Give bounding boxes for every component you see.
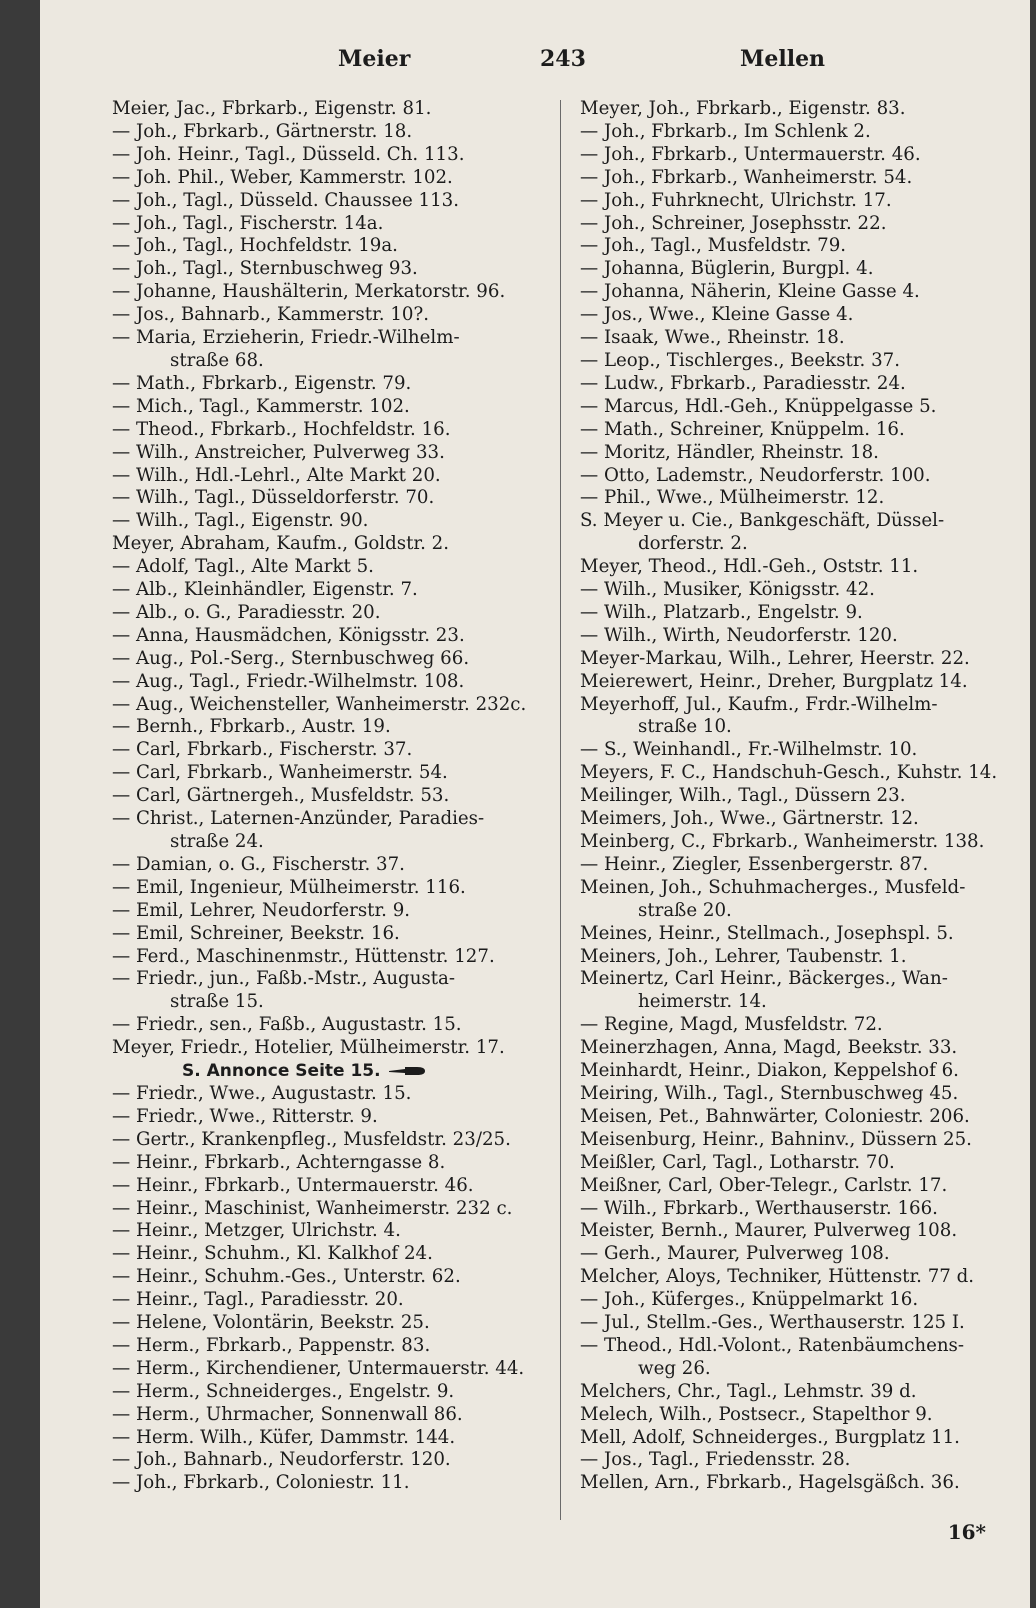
- entry-text: — Joh., Tagl., Fischerstr. 14a.: [112, 212, 384, 234]
- directory-entry: [580, 1106, 1010, 1129]
- entry-text: Meines, Heinr., Stellmach., Josephspl. 5.: [580, 922, 954, 944]
- signature-mark: 16*: [947, 1520, 986, 1544]
- entry-text: — Gerh., Maurer, Pulverweg 108.: [580, 1243, 890, 1265]
- entry-text: — Friedr., jun., Faßb.-Mstr., Augusta-: [112, 968, 456, 990]
- entry-text: straße 20.: [638, 899, 732, 921]
- entry-text: — Gertr., Krankenpfleg., Musfeldstr. 23/25.: [112, 1128, 511, 1150]
- right-column: [580, 98, 1010, 1495]
- directory-entry: [112, 1449, 592, 1472]
- entry-text: — Alb., o. G., Paradiesstr. 20.: [112, 601, 381, 623]
- entry-text: — Phil., Wwe., Mülheimerstr. 12.: [580, 487, 885, 509]
- entry-text: — Heinr., Maschinist, Wanheimerstr. 232 c.: [112, 1197, 513, 1219]
- directory-entry: [112, 396, 592, 419]
- directory-entry: [112, 442, 592, 465]
- column-divider: [560, 100, 561, 1520]
- entry-continuation: [580, 533, 1010, 556]
- entry-text: weg 26.: [638, 1357, 711, 1379]
- entry-text: Melchers, Chr., Tagl., Lehmstr. 39 d.: [580, 1380, 917, 1402]
- entry-text: — Math., Schreiner, Knüppelm. 16.: [580, 418, 905, 440]
- entry-text: — Ludw., Fbrkarb., Paradiesstr. 24.: [580, 372, 906, 394]
- directory-entry: [112, 625, 592, 648]
- entry-text: — Wilh., Platzarb., Engelstr. 9.: [580, 601, 863, 623]
- directory-entry: [112, 1152, 592, 1175]
- entry-text: straße 10.: [638, 716, 732, 738]
- page-number: 243: [540, 46, 586, 72]
- entry-text: — Heinr., Fbrkarb., Untermauerstr. 46.: [112, 1174, 474, 1196]
- entry-text: heimerstr. 14.: [638, 991, 767, 1013]
- entry-text: — Jos., Wwe., Kleine Gasse 4.: [580, 304, 854, 326]
- entry-continuation: [580, 991, 1010, 1014]
- directory-entry: [112, 1014, 592, 1037]
- entry-text: — Wilh., Anstreicher, Pulverweg 33.: [112, 441, 445, 463]
- entry-text: — Emil, Schreiner, Beekstr. 16.: [112, 922, 400, 944]
- directory-entry: [112, 1335, 592, 1358]
- directory-entry: [580, 1449, 1010, 1472]
- directory-entry: [112, 923, 592, 946]
- directory-entry: [112, 98, 592, 121]
- entry-text: — Friedr., sen., Faßb., Augustastr. 15.: [112, 1014, 462, 1036]
- directory-entry: [580, 602, 1010, 625]
- entry-text: — Bernh., Fbrkarb., Austr. 19.: [112, 716, 391, 738]
- directory-entry: [580, 167, 1010, 190]
- directory-entry: [580, 785, 1010, 808]
- directory-entry: [112, 419, 592, 442]
- directory-entry: [112, 1175, 592, 1198]
- entry-text: — Maria, Erzieherin, Friedr.-Wilhelm-: [112, 327, 460, 349]
- entry-text: — Math., Fbrkarb., Eigenstr. 79.: [112, 372, 412, 394]
- entry-text: — Mich., Tagl., Kammerstr. 102.: [112, 395, 410, 417]
- entry-text: Meiners, Joh., Lehrer, Taubenstr. 1.: [580, 945, 907, 967]
- entry-text: Meinhardt, Heinr., Diakon, Keppelshof 6.: [580, 1060, 959, 1082]
- directory-entry: [580, 235, 1010, 258]
- directory-entry: [112, 190, 592, 213]
- directory-entry: [112, 1381, 592, 1404]
- directory-entry: [580, 190, 1010, 213]
- directory-entry: [112, 671, 592, 694]
- directory-entry: [580, 1060, 1010, 1083]
- directory-entry: [112, 648, 592, 671]
- directory-entry: [112, 946, 592, 969]
- entry-text: Meyers, F. C., Handschuh-Gesch., Kuhstr. 14.: [580, 762, 998, 784]
- directory-entry: [580, 625, 1010, 648]
- directory-entry: [580, 1312, 1010, 1335]
- entry-text: — Anna, Hausmädchen, Königsstr. 23.: [112, 624, 465, 646]
- entry-text: — Wilh., Tagl., Eigenstr. 90.: [112, 510, 369, 532]
- entry-text: — Friedr., Wwe., Augustastr. 15.: [112, 1082, 412, 1104]
- entry-text: — Carl, Fbrkarb., Fischerstr. 37.: [112, 739, 413, 761]
- entry-text: dorferstr. 2.: [638, 533, 748, 555]
- entry-text: — Joh., Küferges., Knüppelmarkt 16.: [580, 1289, 919, 1311]
- entry-continuation: [580, 716, 1010, 739]
- directory-entry: [580, 1335, 1010, 1358]
- entry-text: Meyer, Joh., Fbrkarb., Eigenstr. 83.: [580, 98, 906, 119]
- directory-entry: [112, 854, 592, 877]
- entry-text: Meyer, Abraham, Kaufm., Goldstr. 2.: [112, 533, 450, 555]
- entry-text: Meisenburg, Heinr., Bahninv., Düssern 25.: [580, 1128, 972, 1150]
- directory-entry: [580, 327, 1010, 350]
- entry-text: Mellen, Arn., Fbrkarb., Hagelsgäßch. 36.: [580, 1472, 960, 1494]
- entry-text: Meier, Jac., Fbrkarb., Eigenstr. 81.: [112, 98, 432, 119]
- entry-text: Meister, Bernh., Maurer, Pulverweg 108.: [580, 1220, 958, 1242]
- entry-text: straße 68.: [170, 349, 264, 371]
- entry-text: Mell, Adolf, Schneiderges., Burgplatz 11.: [580, 1426, 960, 1448]
- entry-text: — Aug., Weichensteller, Wanheimerstr. 232c.: [112, 693, 527, 715]
- directory-entry: [580, 465, 1010, 488]
- entry-text: — Joh., Tagl., Hochfeldstr. 19a.: [112, 235, 398, 257]
- entry-text: — Herm., Fbrkarb., Pappenstr. 83.: [112, 1334, 431, 1356]
- entry-text: — Heinr., Fbrkarb., Achterngasse 8.: [112, 1151, 446, 1173]
- directory-entry: [112, 1472, 592, 1495]
- directory-entry: [580, 1381, 1010, 1404]
- directory-entry: [112, 1243, 592, 1266]
- directory-entry: [112, 716, 592, 739]
- directory-entry: [580, 1404, 1010, 1427]
- entry-text: — Herm. Wilh., Küfer, Dammstr. 144.: [112, 1426, 456, 1448]
- entry-text: Meyer, Friedr., Hotelier, Mülheimerstr. 17.: [112, 1037, 505, 1059]
- directory-entry: [112, 121, 592, 144]
- directory-entry: [112, 304, 592, 327]
- directory-entry: [112, 1129, 592, 1152]
- entry-text: — Joh., Fuhrknecht, Ulrichstr. 17.: [580, 189, 892, 211]
- directory-entry: [112, 1427, 592, 1450]
- directory-entry: [580, 304, 1010, 327]
- directory-entry: [112, 1404, 592, 1427]
- directory-entry: [580, 808, 1010, 831]
- entry-text: — Wilh., Wirth, Neudorferstr. 120.: [580, 624, 898, 646]
- directory-entry: [580, 121, 1010, 144]
- directory-entry: [112, 213, 592, 236]
- directory-entry: [112, 694, 592, 717]
- entry-text: — Wilh., Tagl., Düsseldorferstr. 70.: [112, 487, 435, 509]
- entry-text: straße 15.: [170, 991, 264, 1013]
- directory-entry: [580, 854, 1010, 877]
- directory-entry: [580, 1175, 1010, 1198]
- entry-text: — Otto, Lademstr., Neudorferstr. 100.: [580, 464, 931, 486]
- entry-text: Meiring, Wilh., Tagl., Sternbuschweg 45.: [580, 1082, 959, 1104]
- directory-entry: [112, 465, 592, 488]
- entry-text: — Alb., Kleinhändler, Eigenstr. 7.: [112, 579, 418, 601]
- directory-entry: [580, 350, 1010, 373]
- directory-entry: [580, 373, 1010, 396]
- directory-entry: [580, 442, 1010, 465]
- entry-text: — Adolf, Tagl., Alte Markt 5.: [112, 556, 374, 578]
- directory-entry: [580, 694, 1010, 717]
- entry-text: Meilinger, Wilh., Tagl., Düssern 23.: [580, 785, 906, 807]
- directory-entry: [580, 1266, 1010, 1289]
- entry-text: — Moritz, Händler, Rheinstr. 18.: [580, 441, 879, 463]
- directory-entry: [112, 1289, 592, 1312]
- entry-text: — Theod., Fbrkarb., Hochfeldstr. 16.: [112, 418, 451, 440]
- entry-text: — Joh., Fbrkarb., Coloniestr. 11.: [112, 1472, 410, 1494]
- entry-text: — Heinr., Schuhm.-Ges., Unterstr. 62.: [112, 1266, 461, 1288]
- entry-text: — Wilh., Musiker, Königsstr. 42.: [580, 579, 875, 601]
- directory-entry: [580, 579, 1010, 602]
- entry-text: — Joh., Fbrkarb., Im Schlenk 2.: [580, 120, 871, 142]
- directory-entry: [112, 602, 592, 625]
- entry-text: — Leop., Tischlerges., Beekstr. 37.: [580, 349, 901, 371]
- entry-text: Melech, Wilh., Postsecr., Stapelthor 9.: [580, 1403, 933, 1425]
- directory-entry: [580, 1243, 1010, 1266]
- directory-entry: [580, 946, 1010, 969]
- directory-entry: [112, 579, 592, 602]
- entry-text: — Wilh., Fbrkarb., Werthauserstr. 166.: [580, 1197, 938, 1219]
- directory-entry: [580, 968, 1010, 991]
- directory-entry: [112, 510, 592, 533]
- entry-text: — Joh., Tagl., Musfeldstr. 79.: [580, 235, 847, 257]
- directory-entry: [580, 556, 1010, 579]
- entry-text: — Johanne, Haushälterin, Merkatorstr. 96.: [112, 281, 506, 303]
- entry-text: — Regine, Magd, Musfeldstr. 72.: [580, 1014, 883, 1036]
- entry-text: — Jos., Bahnarb., Kammerstr. 10?.: [112, 304, 430, 326]
- directory-entry: [580, 487, 1010, 510]
- entry-text: — Johanna, Näherin, Kleine Gasse 4.: [580, 281, 920, 303]
- directory-entry: [112, 900, 592, 923]
- directory-entry: [580, 1427, 1010, 1450]
- entry-text: Meißner, Carl, Ober-Telegr., Carlstr. 17.: [580, 1174, 948, 1196]
- directory-entry: [580, 510, 1010, 533]
- directory-entry: [112, 1312, 592, 1335]
- entry-text: — Carl, Gärtnergeh., Musfeldstr. 53.: [112, 785, 450, 807]
- entry-text: — Isaak, Wwe., Rheinstr. 18.: [580, 327, 845, 349]
- directory-entry: [580, 1037, 1010, 1060]
- entry-text: — Aug., Tagl., Friedr.-Wilhelmstr. 108.: [112, 670, 465, 692]
- entry-text: S. Meyer u. Cie., Bankgeschäft, Düssel-: [580, 510, 945, 532]
- entry-text: — Heinr., Tagl., Paradiesstr. 20.: [112, 1289, 404, 1311]
- entry-text: Meisen, Pet., Bahnwärter, Coloniestr. 206.: [580, 1105, 970, 1127]
- directory-entry: [580, 1198, 1010, 1221]
- directory-entry: [112, 1220, 592, 1243]
- pointing-hand-icon: [387, 1064, 427, 1078]
- entry-text: — Christ., Laternen-Anzünder, Paradies-: [112, 808, 485, 830]
- directory-entry: [112, 281, 592, 304]
- entry-text: Meyer, Theod., Hdl.-Geh., Oststr. 11.: [580, 556, 919, 578]
- directory-entry: [580, 831, 1010, 854]
- entry-text: straße 24.: [170, 831, 264, 852]
- entry-text: — Joh., Fbrkarb., Gärtnerstr. 18.: [112, 120, 413, 142]
- directory-entry: [580, 1289, 1010, 1312]
- directory-entry: [112, 167, 592, 190]
- directory-entry: [580, 739, 1010, 762]
- directory-entry: [112, 968, 592, 991]
- entry-text: S. Annonce Seite 15.: [182, 1061, 381, 1082]
- entry-text: — S., Weinhandl., Fr.-Wilhelmstr. 10.: [580, 739, 918, 761]
- entry-text: — Ferd., Maschinenmstr., Hüttenstr. 127.: [112, 945, 495, 967]
- entry-text: — Emil, Lehrer, Neudorferstr. 9.: [112, 899, 411, 921]
- entry-text: — Friedr., Wwe., Ritterstr. 9.: [112, 1105, 378, 1127]
- directory-entry: [580, 419, 1010, 442]
- entry-text: — Joh., Fbrkarb., Wanheimerstr. 54.: [580, 166, 913, 188]
- directory-entry: [112, 1198, 592, 1221]
- entry-text: — Joh., Fbrkarb., Untermauerstr. 46.: [580, 143, 921, 165]
- directory-entry: [580, 281, 1010, 304]
- entry-text: — Heinr., Ziegler, Essenbergerstr. 87.: [580, 853, 929, 875]
- directory-entry: [112, 487, 592, 510]
- entry-text: Meißler, Carl, Tagl., Lotharstr. 70.: [580, 1151, 895, 1173]
- directory-entry: [580, 1014, 1010, 1037]
- entry-text: Meyer-Markau, Wilh., Lehrer, Heerstr. 22.: [580, 647, 970, 669]
- directory-entry: [112, 785, 592, 808]
- entry-text: — Joh., Schreiner, Josephsstr. 22.: [580, 212, 887, 234]
- entry-continuation: [580, 900, 1010, 923]
- directory-entry: [112, 373, 592, 396]
- directory-entry: [580, 648, 1010, 671]
- left-column: [112, 98, 592, 1495]
- directory-entry: [580, 1472, 1010, 1495]
- entry-continuation: [580, 1358, 1010, 1381]
- directory-entry: [112, 1037, 592, 1060]
- entry-text: — Joh. Phil., Weber, Kammerstr. 102.: [112, 166, 453, 188]
- entry-text: Meyerhoff, Jul., Kaufm., Frdr.-Wilhelm-: [580, 693, 938, 715]
- entry-text: Meinertz, Carl Heinr., Bäckerges., Wan-: [580, 968, 948, 990]
- directory-entry: [580, 258, 1010, 281]
- entry-text: Meinen, Joh., Schuhmacherges., Musfeld-: [580, 876, 966, 898]
- entry-continuation: [112, 350, 592, 373]
- directory-entry: [112, 1266, 592, 1289]
- directory-entry: [112, 739, 592, 762]
- entry-text: — Damian, o. G., Fischerstr. 37.: [112, 853, 405, 875]
- directory-entry: [580, 1220, 1010, 1243]
- entry-text: — Carl, Fbrkarb., Wanheimerstr. 54.: [112, 762, 448, 784]
- directory-entry: [112, 1106, 592, 1129]
- entry-text: — Wilh., Hdl.-Lehrl., Alte Markt 20.: [112, 464, 441, 486]
- directory-entry: [580, 762, 1010, 785]
- entry-text: — Emil, Ingenieur, Mülheimerstr. 116.: [112, 876, 466, 898]
- entry-text: — Joh., Bahnarb., Neudorferstr. 120.: [112, 1449, 451, 1471]
- entry-text: Melcher, Aloys, Techniker, Hüttenstr. 77 d.: [580, 1266, 975, 1288]
- entry-continuation: [112, 991, 592, 1014]
- entry-text: — Aug., Pol.-Serg., Sternbuschweg 66.: [112, 647, 470, 669]
- header-left-keyword: Meier: [338, 46, 411, 72]
- entry-text: — Joh., Tagl., Sternbuschweg 93.: [112, 258, 418, 280]
- entry-text: — Heinr., Schuhm., Kl. Kalkhof 24.: [112, 1243, 433, 1265]
- directory-entry: [112, 327, 592, 350]
- entry-text: Meimers, Joh., Wwe., Gärtnerstr. 12.: [580, 808, 919, 830]
- directory-entry: [112, 556, 592, 579]
- directory-entry: [112, 144, 592, 167]
- directory-entry: [580, 98, 1010, 121]
- entry-text: — Herm., Schneiderges., Engelstr. 9.: [112, 1380, 455, 1402]
- entry-text: — Theod., Hdl.-Volont., Ratenbäumchens-: [580, 1334, 965, 1356]
- entry-text: Meinberg, C., Fbrkarb., Wanheimerstr. 138.: [580, 831, 985, 852]
- entry-text: — Joh., Tagl., Düsseld. Chaussee 113.: [112, 189, 460, 211]
- entry-text: — Jul., Stellm.-Ges., Werthauserstr. 125 I.: [580, 1312, 965, 1334]
- entry-text: — Marcus, Hdl.-Geh., Knüppelgasse 5.: [580, 395, 937, 417]
- directory-entry: [580, 877, 1010, 900]
- directory-entry: [112, 258, 592, 281]
- entry-text: — Herm., Kirchendiener, Untermauerstr. 44.: [112, 1357, 525, 1379]
- entry-text: — Heinr., Metzger, Ulrichstr. 4.: [112, 1220, 401, 1242]
- directory-entry: [580, 144, 1010, 167]
- entry-text: — Johanna, Büglerin, Burgpl. 4.: [580, 258, 874, 280]
- directory-entry: [112, 1083, 592, 1106]
- directory-entry: [580, 396, 1010, 419]
- entry-text: — Jos., Tagl., Friedensstr. 28.: [580, 1449, 851, 1471]
- directory-page: [40, 0, 1030, 1608]
- entry-text: — Helene, Volontärin, Beekstr. 25.: [112, 1312, 430, 1334]
- entry-text: Meinerzhagen, Anna, Magd, Beekstr. 33.: [580, 1037, 958, 1059]
- directory-entry: [112, 762, 592, 785]
- directory-entry: [580, 671, 1010, 694]
- entry-text: — Herm., Uhrmacher, Sonnenwall 86.: [112, 1403, 463, 1425]
- directory-entry: [580, 1152, 1010, 1175]
- directory-entry: [580, 1129, 1010, 1152]
- directory-entry: [112, 877, 592, 900]
- directory-entry: [112, 1358, 592, 1381]
- directory-entry: [580, 213, 1010, 236]
- entry-continuation: [112, 831, 592, 854]
- directory-entry: [112, 533, 592, 556]
- annonce-reference: [112, 1060, 592, 1083]
- entry-text: Meierewert, Heinr., Dreher, Burgplatz 14.: [580, 670, 968, 692]
- directory-entry: [580, 1083, 1010, 1106]
- directory-entry: [112, 235, 592, 258]
- entry-text: — Joh. Heinr., Tagl., Düsseld. Ch. 113.: [112, 143, 465, 165]
- page-header: [40, 46, 1030, 80]
- directory-entry: [112, 808, 592, 831]
- header-right-keyword: Mellen: [740, 46, 826, 72]
- directory-entry: [580, 923, 1010, 946]
